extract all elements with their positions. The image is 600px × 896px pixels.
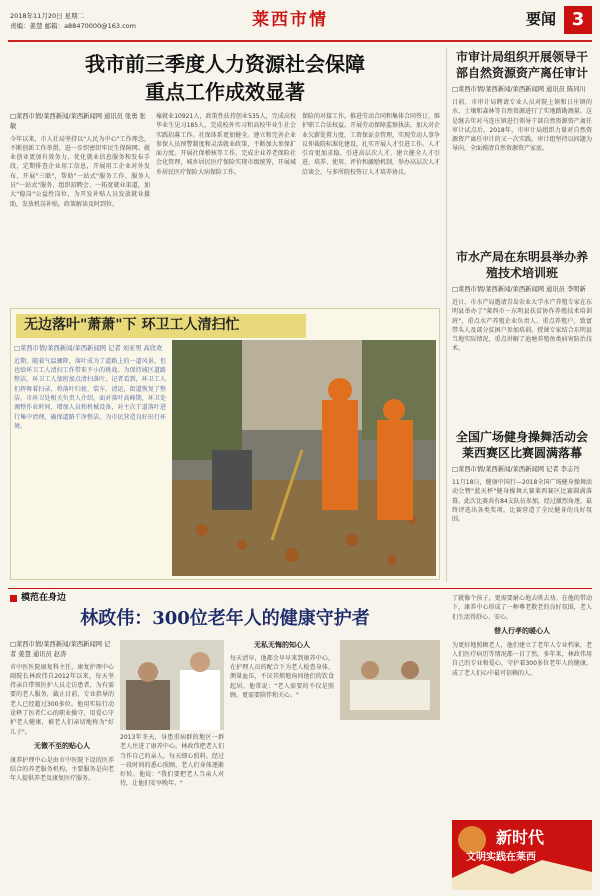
section-name: 要闻 — [525, 10, 556, 29]
street-sweepers-photo — [172, 340, 436, 576]
header-rule — [8, 40, 592, 42]
page-number: 3 — [564, 6, 592, 34]
photo-story-text: 近期，随着气温骤降，落叶成为了道路上的一道风景，但也给环卫工人清扫工作带来不小的挑战。为保持城区道路整洁，环卫工人加班加点清扫落叶。记者看到，环卫工人们挥舞着扫帚，将落叶归拢、装车、清运，街道恢复了整洁。市环卫处相关负责人介绍，面对落叶高峰期，环卫处调整作业时间，增加人员和机械设备，对主次干道落叶进行集中清理，确保道路干净整洁，为市民营造良好出行环境。 — [14, 357, 166, 430]
feature-subhead-2: 无私无悔的知心人 — [254, 641, 310, 649]
feature-title: 林政伟：300位老年人的健康守护者 — [80, 608, 370, 629]
civilization-banner — [452, 820, 592, 890]
banner-title: 新时代 — [496, 828, 545, 847]
sidebar-article-2 — [452, 250, 592, 354]
feature-subhead-3: 替人行孝的暖心人 — [494, 626, 550, 635]
issue-date: 2018年11月20日 星期二 — [10, 12, 85, 20]
sidebar-2-byline: □莱西市情/莱西新闻/莱西新闻网 通讯员 李明新 — [452, 286, 586, 294]
editor-line: 责编：姜慧 邮箱：a88470000@163.com — [10, 22, 136, 30]
portrait-illustration — [120, 640, 224, 730]
sidebar-1-title: 市审计局组织开展领导干部自然资源资产离任审计 — [455, 50, 588, 80]
lead-col-3: 保险的对接工作，推进劳动合同和集体合同签订，维护职工合法权益。开展劳动保障监察执法，加大对企业欠薪处置力度，工资保证金管理，实现劳动人事争议仲裁院标准化建设，扎实开展人才引进工作。人才引育更加求稳，引进高层次人才，建立健全人才引进、培养、使用、评价和激励机制，举办高层次人才洽谈会，与多所院校签订人才培养协议。 — [302, 113, 441, 176]
feature-rule — [8, 588, 592, 589]
feature-subhead-1: 无微不至的贴心人 — [34, 741, 90, 750]
feature-col-1: 市中医医院康复科主任、康复护理中心副院长林政伟自2012年以来，每天坚持亲自带领医护人员走访患者，为有需要的老人服务，截止目前，专业指导的老人已经超过300多位。他用实际行动诠释了医者仁心的职业操守，用爱心守护老人健康，被老人们亲切地称为"好儿子"。 — [10, 663, 114, 736]
page-header — [0, 0, 600, 44]
feature-col-4b: 为更好地照顾老人，他们建立了老年人专业档案，老人们医疗病历等情况都一目了然。多年来，林政伟用自己的专业和爱心，守护着300多位老年人的健康，成了老人们心中最可信赖的人。 — [452, 641, 592, 677]
feature-col-4: 了就像个孩子，更需要耐心地去哄去劝。在他的带动下，康养中心形成了一种尊老敬老的良好氛围，老人们生活得舒心、安心。 — [452, 595, 592, 621]
feature-col-3: 每天清早，他都会早早来到康养中心，在护理人员的配合下为老人检查身体、测量血压，不厌其烦地询问他们的饮食起居。他常说："老人需要的不仅是照顾，更需要陪伴和关心。" — [230, 654, 334, 700]
sidebar-3-text: 11月18日，健康中国行—2018全国广场健身操舞活动会暨"蓝天杯"健身操舞大赛莱西赛区比赛圆满落幕。此次比赛共有84支队伍参加，经过激烈角逐，最终评选出各类奖项。比赛营造了全民健身的良好氛围。 — [452, 478, 592, 524]
photo-story-banner: 无边落叶"萧萧"下 环卫工人清扫忙 — [16, 314, 306, 338]
feature-byline: □莱西市情/莱西新闻/莱西新闻网 记者 姜慧 通讯员 赵涛 — [10, 641, 111, 658]
sidebar-3-title: 全国广场健身操舞活动会莱西赛区比赛圆满落幕 — [455, 430, 588, 460]
sidebar-2-text: 近日，市水产局邀请青岛农业大学水产养殖专家在东明县举办了"莱西市一东明县扶贫协作养殖技术培训班"，重点水产养殖企业负责人、重点养殖户、致富带头人及部分贫困户参加培训。授课专家结合东明县当地实际情况，重点讲解了池塘养殖鱼类病害防治技术。 — [452, 298, 592, 353]
sidebar-article-3 — [452, 430, 592, 524]
lead-col-1: 今年以来，市人社局坚持以"人民为中心"工作理念，不断创新工作举措，进一步织密织牢民生保障网。就业创业更加有效务力。优化就业信息服务和发布手段，定期排查企业用工信息，开展用工企业对外发布、开展"三联"，帮助"一站式"服务工作，服务人员"一站式"服务，组织招聘会、一拓宽就业渠道，加大"稳岗"公益性岗位、为开发补贴人员发放就业援助，发放机岗补贴，政策解读及时到位。 — [10, 135, 150, 208]
sidebar-article-1 — [452, 50, 592, 154]
lead-col-2: 壕就业10921人，政策性扶持创业535人，完成高校毕业生见习185人，完成校外实习和高校毕业生社会实践招募工作。社保体系更加健全。建立和完善企业参保人员预警制度和灵活就业政策，不断加大参保扩面力度。开展社保稽核等工作，完成企业养老保险社会化管理，城乡居民医疗保险实现市级统筹，开展城乡居民医疗保险大病保险工作。 — [156, 113, 296, 176]
sidebar-1-text: 日前，市审计局聘请专业人员对院上镇和日庄镇的水、土壤和森林等自然资源进行了实地踏勘测量。这是继去年对马连庄镇进行领导干部自然资源资产离任审计试点后，2018年，市审计局组织力量对自然资源资产离任审计的又一次实践。审计组坚持以问题为导向，全面摸清自然资源资产家底。 — [452, 98, 592, 153]
photo-illustration — [172, 340, 436, 576]
sidebar-divider — [446, 48, 447, 582]
section-marker-icon — [10, 595, 17, 602]
feature-section-label — [10, 592, 66, 606]
feature-section-text: 模范在身边 — [21, 593, 67, 603]
sidebar-3-byline: □莱西市情/莱西新闻/莱西新闻网 记者 李志丹 — [452, 466, 580, 474]
lead-byline: □莱西市情/莱西新闻/莱西新闻网 通讯员 张勇 张敏 — [10, 113, 146, 130]
page-indicator — [526, 6, 592, 34]
care-scene-photo — [340, 640, 440, 720]
feature-col-2: 2013年冬天，身患重病群的地区一群老人住进了康养中心。林政伟把老人们当作自己的亲人，每天细心照料。经过一段时间的悉心照顾，老人们身体逐渐好转。他说："我们要把老人当亲人对待，让他们安享晚年。" — [120, 734, 224, 788]
masthead-logo: 莱西市情 — [252, 9, 328, 30]
sidebar-2-title: 市水产局在东明县举办养殖技术培训班 — [455, 250, 588, 280]
banner-subtitle: 文明实践在莱西 — [466, 852, 536, 863]
lead-title-line2: 重点工作成效显著 — [145, 80, 305, 104]
sidebar-1-byline: □莱西市情/莱西新闻/莱西新闻网 通讯员 陈同川 — [452, 86, 586, 94]
lead-title-line1: 我市前三季度人力资源社会保障 — [85, 52, 365, 76]
feature-col-1b: 康养护理中心是由市中医院下设的医养结合的养老服务机构，主要服务是向老年人提供养老及康复医疗服务。 — [10, 756, 114, 783]
care-illustration — [340, 640, 440, 720]
doctor-portrait-photo — [120, 640, 224, 730]
photo-story-byline: □莱西市情/莱西新闻/莱西新闻网 记者 刘亚男 高欣欢 — [14, 345, 163, 352]
